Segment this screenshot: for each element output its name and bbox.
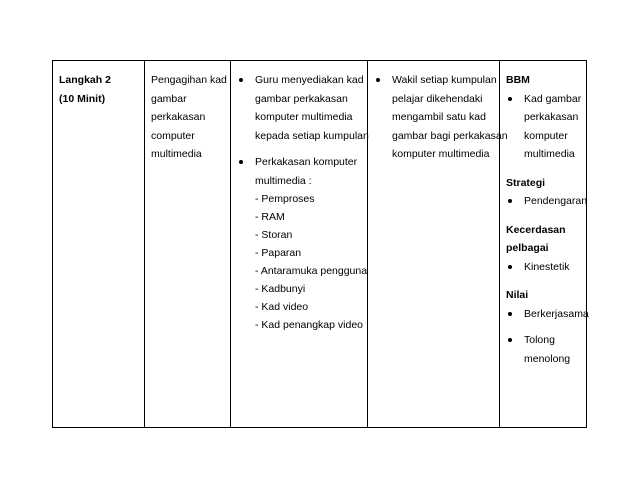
hardware-item: - Paparan xyxy=(255,247,302,259)
list-item-line: komputer xyxy=(524,129,568,142)
hardware-item: - Antaramuka pengguna xyxy=(255,265,368,277)
hardware-item: - Kad video xyxy=(255,301,309,313)
intelligence-list xyxy=(506,258,580,277)
list-item-line: multimedia xyxy=(524,148,575,160)
list-item-line: mengambil satu kad xyxy=(392,111,486,123)
bullet-icon xyxy=(239,78,243,82)
list-item-line: Berkerjasama xyxy=(524,307,589,320)
list-item-line: Kad gambar xyxy=(524,92,582,105)
strategy-heading: Strategi xyxy=(506,176,546,189)
list-item-line: Wakil setiap kumpulan xyxy=(392,74,497,86)
content-cell xyxy=(145,61,231,428)
bbm-heading: BBM xyxy=(506,74,530,86)
hardware-item: - Kadbunyi xyxy=(255,283,306,295)
bullet-icon xyxy=(508,312,512,316)
intelligence-heading: pelbagai xyxy=(506,242,549,254)
list-item-line: perkakasan xyxy=(524,111,579,123)
list-item xyxy=(506,192,588,211)
student-activity-cell xyxy=(368,61,508,428)
strategy-list xyxy=(506,192,588,211)
list-item xyxy=(506,90,580,164)
content-line: Pengagihan kad xyxy=(151,74,227,86)
list-item-line: komputer multimedia xyxy=(392,148,490,160)
teacher-activity-cell xyxy=(231,61,368,428)
bullet-icon xyxy=(508,97,512,101)
list-item xyxy=(374,71,508,164)
hardware-item: - RAM xyxy=(255,211,285,223)
bullet-icon xyxy=(239,160,243,164)
intelligence-heading: Kecerdasan xyxy=(506,223,566,236)
list-item xyxy=(506,331,580,368)
list-item-line: Tolong xyxy=(524,334,555,346)
list-item-line: Pendengaran xyxy=(524,195,588,207)
content-line: perkakasan xyxy=(151,111,206,123)
bullet-icon xyxy=(376,78,380,82)
bullet-icon xyxy=(508,338,512,342)
student-activity-list xyxy=(374,71,508,164)
content-line: gambar xyxy=(151,92,187,105)
bullet-icon xyxy=(508,265,512,269)
content-line: multimedia xyxy=(151,148,202,160)
hardware-item: - Kad penangkap video xyxy=(255,319,363,331)
list-item-line: multimedia : xyxy=(255,174,312,187)
list-item xyxy=(506,305,589,324)
list-item-line: pelajar dikehendaki xyxy=(392,92,483,105)
list-item xyxy=(237,71,369,145)
list-item-line: Kinestetik xyxy=(524,260,570,273)
step-cell xyxy=(53,61,145,428)
list-item-line: menolong xyxy=(524,352,571,365)
list-item-line: Perkakasan komputer xyxy=(255,156,358,168)
step-title: Langkah 2 xyxy=(59,74,111,86)
notes-cell xyxy=(500,61,587,428)
list-item-line: Guru menyediakan kad xyxy=(255,74,364,86)
list-item xyxy=(506,258,580,277)
values-heading: Nilai xyxy=(506,289,529,301)
teacher-activity-list xyxy=(237,71,369,334)
list-item xyxy=(237,153,368,334)
values-list xyxy=(506,305,589,369)
hardware-item: - Storan xyxy=(255,229,293,241)
step-row xyxy=(53,61,587,428)
list-item-line: gambar bagi perkakasan xyxy=(392,129,508,142)
bullet-icon xyxy=(508,199,512,203)
content-line: computer xyxy=(151,129,195,142)
lesson-plan-table xyxy=(52,60,587,428)
hardware-item: - Pemproses xyxy=(255,193,315,205)
list-item-line: kepada setiap kumpulan xyxy=(255,129,369,142)
list-item-line: komputer multimedia xyxy=(255,111,353,123)
step-duration: (10 Minit) xyxy=(59,92,106,105)
list-item-line: gambar perkakasan xyxy=(255,92,348,105)
bbm-list xyxy=(506,90,580,164)
